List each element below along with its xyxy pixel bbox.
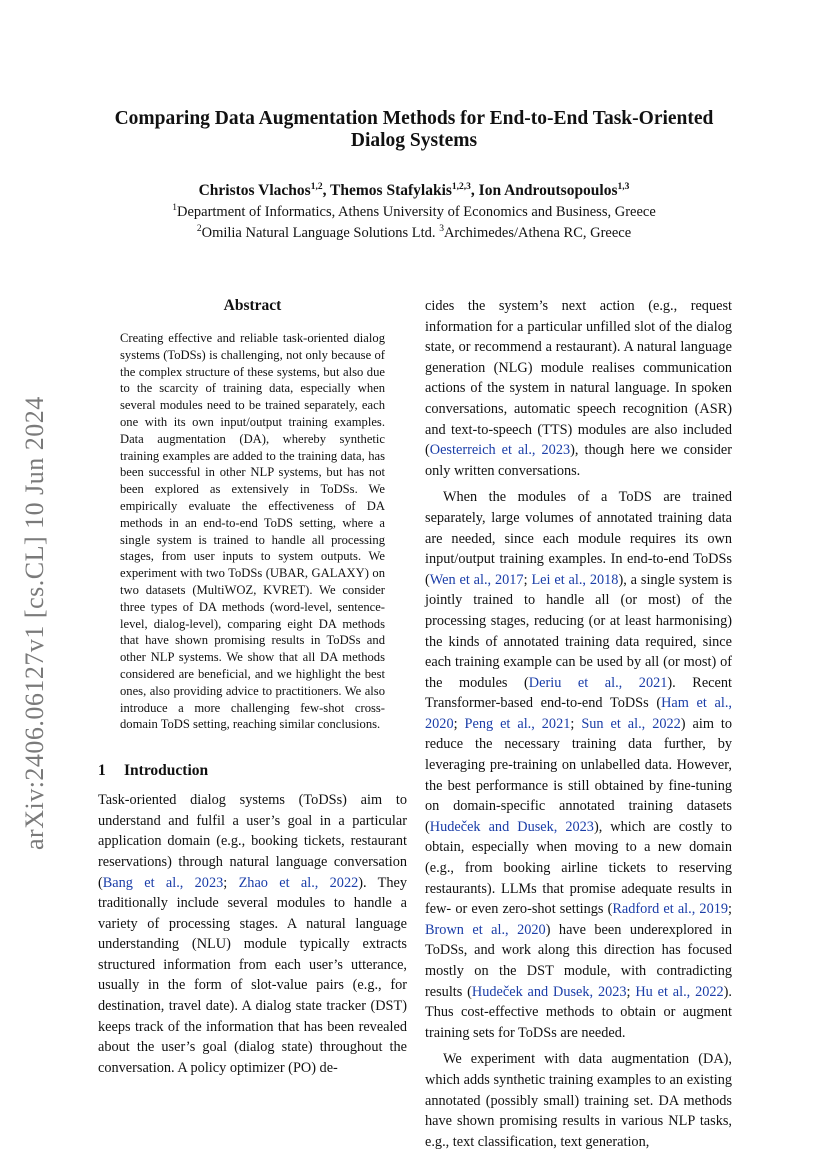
paragraph-text-run: ; (453, 715, 465, 732)
affiliation-line-2 (90, 223, 738, 243)
left-column (98, 296, 407, 1078)
affiliation-line-1 (90, 202, 738, 222)
citation-link[interactable]: Lei et al., 2018 (531, 571, 619, 588)
citation-link[interactable]: Hudeček and Dusek, 2023 (429, 818, 594, 835)
section-heading-introduction (98, 761, 407, 781)
author-list: Christos Vlachos$^{1,2}$, Themos Stafylakis$^{1,2,3}$, Ion Androutsopoulos$^{1,3}$ (198, 181, 630, 199)
citation-link[interactable]: Hu et al., 2022 (635, 983, 724, 1000)
paragraph-text-run: ) have been underexplored in ToDSs, and work along this direction has focused mostly on the DST module, with contradicting results ( (425, 921, 732, 1000)
author-affiliation-marker: 1,3 (617, 181, 630, 192)
author-name: Ion Androutsopoulos (478, 182, 618, 199)
intro-paragraph-3 (425, 1049, 732, 1152)
right-column (425, 296, 732, 1152)
author-name: Themos Stafylakis (330, 182, 452, 199)
affiliation-marker: 3 (439, 224, 444, 235)
paragraph-text-run: ; (728, 901, 732, 918)
paragraph-text-run: ; (570, 715, 582, 732)
paragraph-text-run: ) aim to reduce the necessary training data further, by leveraging pre-training on unlabelled data. However, the best performance is still obtained by fine-tuning on domain-specific annotated training datasets ( (425, 715, 733, 835)
title-line-1: Comparing Data Augmentation Methods for End-to-End Task-Oriented (114, 108, 714, 129)
citation-link[interactable]: Brown et al., 2020 (425, 921, 546, 938)
intro-paragraph-1-continued (425, 296, 732, 481)
abstract-text: Creating effective and reliable task-oriented dialog systems (ToDSs) is challenging, not only because of the complex structure of these systems, but also due to the scarcity of training data, especially when several modules need to be trained separately, each one with its own input/output training examples. Data augmentation (DA), whereby synthetic training examples are added to the training data, has been successful in other NLP systems, but has not been explored as extensively in ToDSs. We empirically evaluate the effectiveness of DA methods in an end-to-end ToDS setting, where a single system is trained to handle all processing stages, from user inputs to system outputs. We experiment with two ToDSs (UBAR, GALAXY) on two datasets (MultiWOZ, KVRET). We consider three types of DA methods (word-level, sentence-level, dialog-level), comparing eight DA methods that have shown promising results in ToDSs and other NLP systems. We show that all DA methods considered are beneficial, and we highlight the best ones, also providing advice to practitioners. We also introduce a more challenging few-shot cross-domain ToDS setting, reaching similar conclusions. (120, 331, 385, 732)
citation-link[interactable]: Wen et al., 2017 (429, 571, 524, 588)
author-affiliation-marker: 1,2,3 (451, 181, 471, 192)
paragraph-text-run: Task-oriented dialog systems (ToDSs) aim to understand and fulfil a user’s goal in a particular application domain (e.g., booking tickets, restaurant reservations) through natural language conversation ( (98, 792, 407, 891)
citation-link[interactable]: Hudeček and Dusek, 2023 (471, 983, 627, 1000)
paragraph-text-run: ), a single system is jointly trained to handle all (or most) of the processing stages, reducing (or at least harmonising) the kinds of annotated training data required, since each training example can be used by all (or most) of the modules ( (425, 571, 733, 691)
section-number: 1 (98, 762, 106, 780)
affiliation-marker: 2 (196, 224, 202, 235)
citation-link[interactable]: Deriu et al., 2021 (528, 674, 668, 691)
citation-link[interactable]: Sun et al., 2022 (581, 715, 681, 732)
title-line-2: Dialog Systems (350, 130, 478, 151)
intro-paragraph-2 (425, 487, 732, 1043)
paper-title (90, 108, 738, 152)
citation-link[interactable]: Ham et al., 2020 (425, 695, 732, 732)
affiliation-text: Department of Informatics, Athens University of Economics and Business, Greece (176, 204, 656, 220)
paragraph-text-run: ). Recent Transformer-based end-to-end ToDSs ( (425, 674, 732, 712)
affiliation-text: Omilia Natural Language Solutions Ltd. (201, 225, 436, 241)
citation-link[interactable]: Radford et al., 2019 (612, 901, 729, 918)
citation-link[interactable]: Peng et al., 2021 (464, 715, 571, 732)
paragraph-text-run: ). They traditionally include several modules to handle a variety of processing stages. A natural language understanding (NLU) module typically extracts structured information from each user’s utterance, usually in the form of slot-value pairs (e.g., for destination, travel date). A dialog state tracker (DST) keeps track of the information that has been revealed about the user’s goal (dialog state) throughout the conversation. A policy optimizer (PO) de- (98, 874, 408, 1076)
paragraph-text-run: ), though here we consider only written conversations. (425, 442, 732, 479)
affiliation-marker: 1 (172, 203, 177, 214)
intro-paragraph-1 (98, 790, 407, 1078)
author-affiliation-marker: 1,2 (310, 181, 323, 192)
paragraph-text-run: cides the system’s next action (e.g., request information for a particular unfilled slot of the dialog state, or recommend a restaurant). A natural language generation (NLG) module realises communication actions of the system in natural language. In spoken conversations, automatic speech recognition (ASR) and text-to-speech (TTS) modules are also included ( (425, 298, 732, 459)
abstract-heading: Abstract (223, 297, 282, 314)
paragraph-text-run: ), which are costly to obtain, especially when moving to a new domain (e.g., from booking airline tickets to reserving restaurants). LLMs that promise adequate results in few- or even zero-shot settings ( (425, 818, 732, 918)
citation-link[interactable]: Bang et al., 2023 (102, 874, 224, 891)
paragraph-text-run: ; (626, 983, 636, 1000)
section-title: Introduction (124, 762, 209, 780)
citation-link[interactable]: Zhao et al., 2022 (238, 874, 359, 891)
paragraph-text-run: ). Thus cost-effective methods to obtain or augment training sets for ToDSs are needed. (425, 983, 733, 1041)
paragraph-text-run: ; (223, 874, 239, 891)
citation-link[interactable]: Oesterreich et al., 2023 (429, 442, 571, 459)
arxiv-identifier-stamp: arXiv:2406.06127v1 [cs.CL] 10 Jun 2024 (20, 396, 49, 850)
author-name: Christos Vlachos (198, 182, 311, 199)
affiliation-text: Archimedes/Athena RC, Greece (443, 225, 632, 241)
paragraph-text-run: ; (523, 571, 532, 588)
paragraph-text-run: We experiment with data augmentation (DA), which adds synthetic training examples to an existing annotated (possibly small) training set. DA methods have shown promising results in various NLP tasks, e.g., text classification, text generation, (425, 1051, 732, 1150)
paragraph-text-run: When the modules of a ToDS are trained separately, large volumes of annotated training data are needed, since each module requires its own input/output training examples. In end-to-end ToDSs ( (425, 489, 732, 588)
